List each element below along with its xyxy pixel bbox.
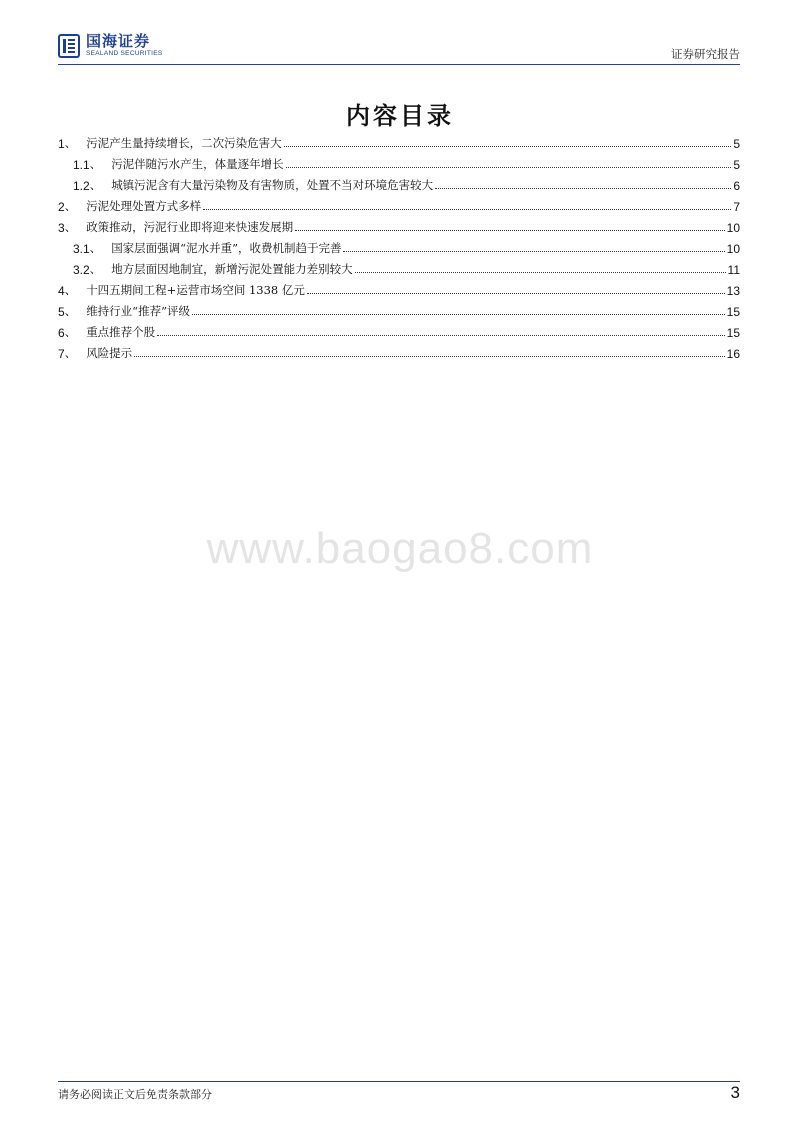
toc-leader-dots xyxy=(286,167,732,168)
toc-entry-text: 污泥伴随污水产生，体量逐年增长 xyxy=(111,157,284,171)
toc-entry-separator: 、 xyxy=(64,346,77,360)
toc-entry-text: 十四五期间工程+运营市场空间 1338 亿元 xyxy=(86,283,305,297)
toc-entry-number: 3 xyxy=(58,221,65,235)
toc-leader-dots xyxy=(192,314,725,315)
toc-entry-text: 污泥产生量持续增长，二次污染危害大 xyxy=(86,136,282,150)
toc-entry-number: 2 xyxy=(58,200,65,214)
company-name-en: SEALAND SECURITIES xyxy=(86,50,163,58)
toc-entry-text: 政策推动，污泥行业即将迎来快速发展期 xyxy=(86,220,294,234)
toc-entry-4[interactable] xyxy=(58,277,740,298)
toc-entry-text: 地方层面因地制宜，新增污泥处置能力差别较大 xyxy=(111,262,353,276)
toc-entry-page: 10 xyxy=(726,242,740,256)
page-header xyxy=(58,32,740,64)
company-name-cn: 国海证券 xyxy=(86,32,151,51)
toc-entry-text: 风险提示 xyxy=(86,346,133,360)
toc-entry-separator: 、 xyxy=(64,325,77,339)
toc-entry-page: 11 xyxy=(727,263,740,277)
toc-entry-5[interactable] xyxy=(58,298,740,319)
toc-title: 内容目录 xyxy=(346,102,454,130)
toc-entry-page: 7 xyxy=(733,200,740,214)
toc-leader-dots xyxy=(435,188,731,189)
toc-entry-1[interactable] xyxy=(58,130,740,151)
toc-entry-number: 7 xyxy=(58,347,65,361)
toc-entry-separator: 、 xyxy=(89,157,102,171)
toc-entry-7[interactable] xyxy=(58,340,740,361)
toc-entry-separator: 、 xyxy=(64,136,77,150)
toc-leader-dots xyxy=(307,293,725,294)
toc-entry-separator: 、 xyxy=(89,262,102,276)
toc-leader-dots xyxy=(157,335,724,336)
toc-entry-separator: 、 xyxy=(64,304,77,318)
toc-entry-separator: 、 xyxy=(64,220,77,234)
toc-entry-number: 4 xyxy=(58,284,65,298)
footer-divider xyxy=(58,1081,740,1082)
toc-entry-text: 国家层面强调“泥水并重”，收费机制趋于完善 xyxy=(111,241,342,255)
report-type-label: 证券研究报告 xyxy=(671,47,740,61)
toc-entry-number: 1.2 xyxy=(73,179,90,193)
toc-entry-text: 城镇污泥含有大量污染物及有害物质，处置不当对环境危害较大 xyxy=(111,178,434,192)
toc-entry-number: 3.2 xyxy=(73,263,90,277)
toc-entry-number: 3.1 xyxy=(73,242,90,256)
toc-entry-text: 重点推荐个股 xyxy=(86,325,156,339)
toc-leader-dots xyxy=(134,356,724,357)
toc-entry-separator: 、 xyxy=(64,283,77,297)
toc-leader-dots xyxy=(295,230,724,231)
toc-entry-page: 6 xyxy=(733,179,740,193)
toc-entry-6[interactable] xyxy=(58,319,740,340)
toc-entry-separator: 、 xyxy=(64,199,77,213)
toc-leader-dots xyxy=(355,272,726,273)
toc-entry-page: 10 xyxy=(726,221,740,235)
toc-entry-page: 5 xyxy=(733,137,740,151)
toc-entry-page: 13 xyxy=(726,284,740,298)
toc-entry-page: 5 xyxy=(733,158,740,172)
company-logo xyxy=(58,34,163,58)
toc-leader-dots xyxy=(284,146,732,147)
toc-entry-number: 1 xyxy=(58,137,65,151)
toc-entry-text: 维持行业“推荐”评级 xyxy=(86,304,190,318)
toc-entry-page: 15 xyxy=(726,326,740,340)
toc-entry-number: 5 xyxy=(58,305,65,319)
toc-entry-3[interactable] xyxy=(58,214,740,235)
toc-entry-number: 6 xyxy=(58,326,65,340)
toc-entry-1-2[interactable] xyxy=(58,172,740,193)
toc-entry-number: 1.1 xyxy=(73,158,90,172)
toc-leader-dots xyxy=(203,209,731,210)
page-number: 3 xyxy=(730,1083,740,1102)
toc-entry-page: 15 xyxy=(726,305,740,319)
toc-entry-separator: 、 xyxy=(89,178,102,192)
toc-entry-2[interactable] xyxy=(58,193,740,214)
disclaimer-note: 请务必阅读正文后免责条款部分 xyxy=(58,1088,212,1101)
toc-leader-dots xyxy=(343,251,724,252)
toc-entry-3-2[interactable] xyxy=(58,256,740,277)
watermark-text: www.baogao8.com xyxy=(206,524,594,573)
toc-entry-page: 16 xyxy=(726,347,740,361)
table-of-contents xyxy=(58,130,740,361)
toc-entry-text: 污泥处理处置方式多样 xyxy=(86,199,202,213)
header-divider xyxy=(58,64,740,65)
toc-entry-separator: 、 xyxy=(89,241,102,255)
toc-entry-3-1[interactable] xyxy=(58,235,740,256)
sealand-logo-icon xyxy=(58,34,80,58)
toc-entry-1-1[interactable] xyxy=(58,151,740,172)
